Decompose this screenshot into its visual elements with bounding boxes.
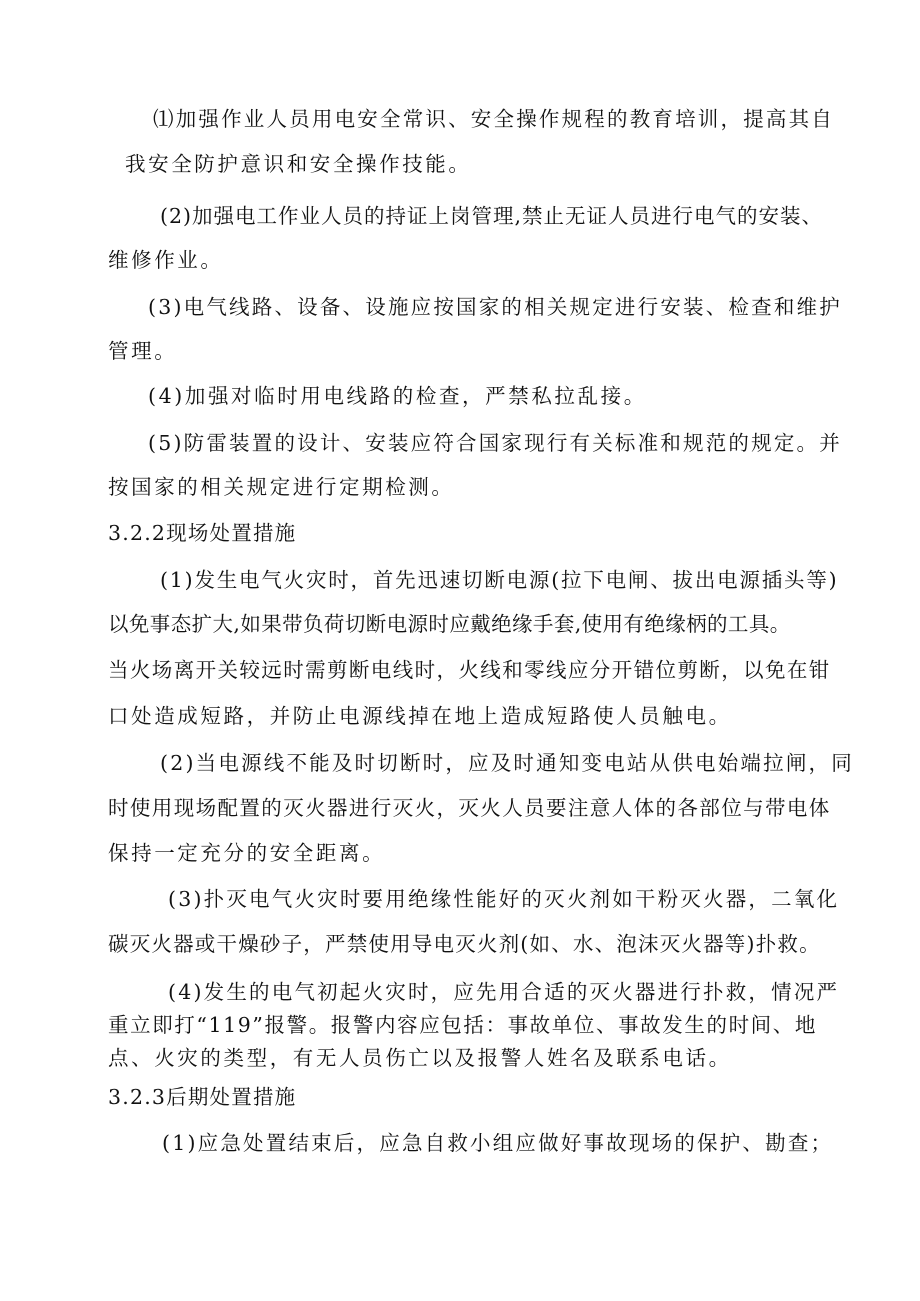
paragraph-5-line-1: (5)防雷装置的设计、安装应符合国家现行有关标准和规范的规定。并 (148, 431, 842, 455)
paragraph-10-line-1: (1)应急处置结束后，应急自救小组应做好事故现场的保护、勘查； (162, 1131, 834, 1155)
paragraph-1-line-1: ⑴加强作业人员用电安全常识、安全操作规程的教育培训，提高其自 (153, 107, 834, 131)
paragraph-6-line-2: 以免事态扩大,如果带负荷切断电源时应戴绝缘手套,使用有绝缘柄的工具。 (108, 612, 791, 636)
section-heading-3-2-3: 3.2.3后期处置措施 (108, 1085, 297, 1109)
paragraph-7-line-2: 时使用现场配置的灭火器进行灭火，灭火人员要注意人体的各部位与带电体 (108, 796, 831, 820)
paragraph-3-line-1: (3)电气线路、设备、设施应按国家的相关规定进行安装、检查和维护 (148, 295, 842, 319)
paragraph-8-line-2: 碳灭火器或干燥砂子，严禁使用导电灭火剂(如、水、泡沫灭火器等)扑救。 (108, 932, 821, 956)
paragraph-9-line-1: (4)发生的电气初起火灾时，应先用合适的灭火器进行扑救，情况严 (168, 980, 840, 1004)
paragraph-3-line-2: 管理。 (108, 339, 178, 363)
paragraph-9-line-2: 重立即打“119”报警。报警内容应包括：事故单位、事故发生的时间、地 (108, 1013, 817, 1037)
paragraph-2-line-1: (2)加强电工作业人员的持证上岗管理,禁止无证人员进行电气的安装、 (160, 204, 824, 228)
paragraph-2-line-2: 维修作业。 (108, 248, 224, 272)
paragraph-7-line-3: 保持一定充分的安全距离。 (108, 841, 386, 865)
paragraph-6-line-1: (1)发生电气火灾时，首先迅速切断电源(拉下电闸、拔出电源插头等) (160, 568, 839, 592)
section-heading-3-2-2: 3.2.2现场处置措施 (108, 521, 297, 545)
paragraph-5-line-2: 按国家的相关规定进行定期检测。 (108, 475, 455, 499)
paragraph-1-line-2: 我安全防护意识和安全操作技能。 (125, 152, 472, 176)
paragraph-6-line-3: 当火场离开关较远时需剪断电线时，火线和零线应分开错位剪断，以免在钳 (108, 658, 831, 682)
paragraph-8-line-1: (3)扑灭电气火灾时要用绝缘性能好的灭火剂如干粉灭火器，二氧化 (168, 887, 840, 911)
paragraph-4: (4)加强对临时用电线路的检查，严禁私拉乱接。 (148, 384, 647, 408)
paragraph-9-line-3: 点、火灾的类型，有无人员伤亡以及报警人姓名及联系电话。 (108, 1046, 732, 1070)
paragraph-7-line-1: (2)当电源线不能及时切断时，应及时通知变电站从供电始端拉闸，同 (160, 751, 854, 775)
paragraph-6-line-4: 口处造成短路，并防止电源线掉在地上造成短路使人员触电。 (108, 704, 732, 728)
